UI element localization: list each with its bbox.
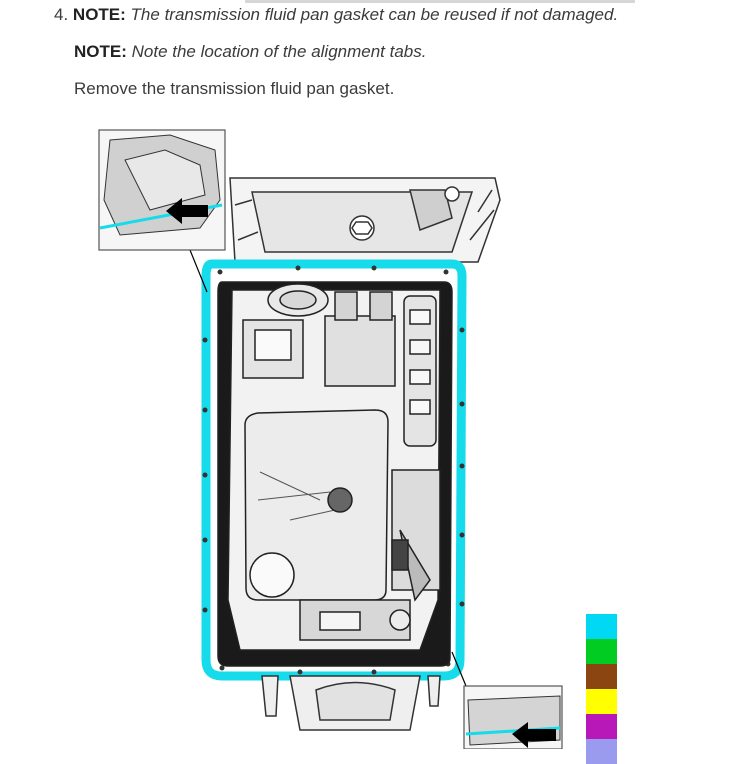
note-text: The transmission fluid pan gasket can be reused if not damaged. <box>130 5 619 24</box>
transmission-case <box>230 178 500 262</box>
note-label: NOTE: <box>72 5 126 24</box>
step-number: 4. <box>54 5 69 24</box>
color-swatch <box>586 714 617 739</box>
note-text: Note the location of the alignment tabs. <box>131 42 427 61</box>
color-swatch <box>586 664 617 689</box>
color-swatch <box>586 614 617 639</box>
detail-inset-bottom <box>452 652 562 749</box>
lower-housing <box>262 676 440 730</box>
color-swatch <box>586 739 617 764</box>
color-swatch <box>586 689 617 714</box>
color-swatch <box>586 639 617 664</box>
color-legend <box>586 614 617 764</box>
instruction-text: Remove the transmission fluid pan gasket. <box>74 79 395 98</box>
note-label: NOTE: <box>74 42 127 61</box>
valve-body <box>218 282 452 666</box>
